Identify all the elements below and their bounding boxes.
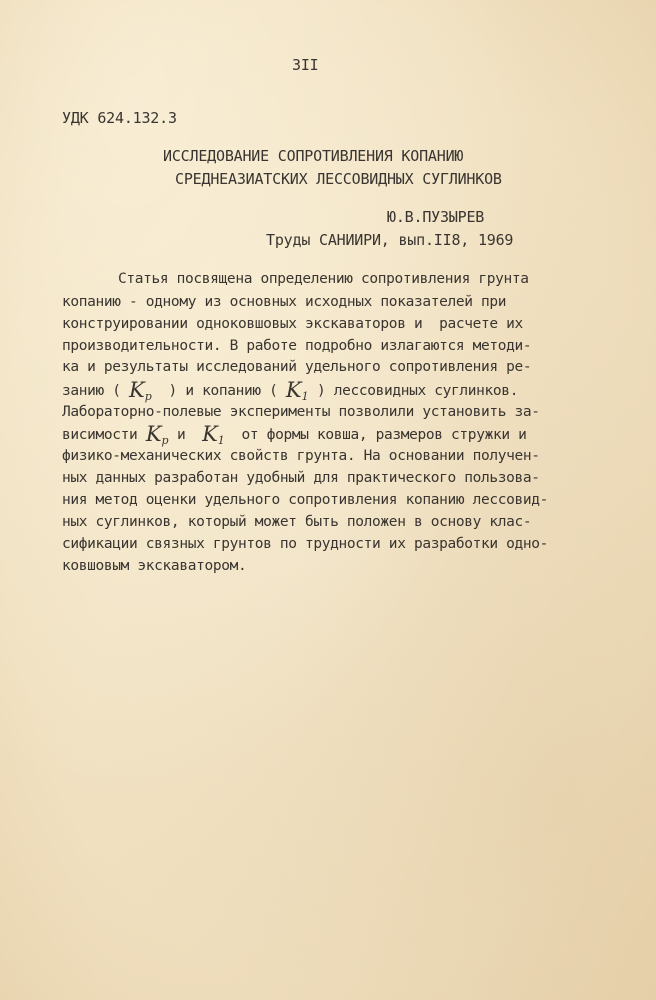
title-line-1: ИССЛЕДОВАНИЕ СОПРОТИВЛЕНИЯ КОПАНИЮ — [163, 147, 464, 165]
abstract-line-12: ных суглинков, который может быть положен в основу клас- — [62, 514, 532, 530]
k-letter: K — [145, 422, 162, 446]
abstract-line-6-part-3: ) лессовидных суглинков. — [308, 383, 519, 399]
k1-symbol — [285, 378, 309, 403]
abstract-line-2: копанию - одному из основных исходных показателей при — [62, 294, 507, 310]
abstract-line-7: Лабораторно-полевые эксперименты позволили установить за- — [62, 404, 540, 420]
abstract-line-8-part-3: от формы ковша, размеров стружки и — [224, 427, 527, 443]
abstract-line-14: ковшовым экскаватором. — [62, 558, 247, 574]
abstract-line-8-part-1: висимости — [62, 427, 146, 443]
abstract-line-13: сификации связных грунтов по трудности их разработки одно- — [62, 536, 549, 552]
subscript-p: p — [161, 434, 169, 447]
abstract-line-8-part-2: и — [168, 427, 203, 443]
subscript-1: 1 — [217, 434, 225, 447]
k-letter: K — [202, 422, 218, 446]
abstract-line-6 — [62, 378, 519, 403]
abstract-line-11: ния метод оценки удельного сопротивления копанию лессовид- — [62, 492, 549, 508]
source-reference: Труды САНИИРИ, вып.II8, 1969 — [266, 231, 514, 249]
author: Ю.В.ПУЗЫРЕВ — [387, 208, 485, 226]
subscript-1: 1 — [301, 390, 309, 403]
k1-symbol — [202, 422, 225, 447]
abstract-line-10: ных данных разработан удобный для практического пользова- — [62, 470, 540, 486]
abstract-line-6-part-2: ) и копанию ( — [151, 383, 286, 399]
k-letter: K — [129, 378, 145, 402]
title-line-2: СРЕДНЕАЗИАТСКИХ ЛЕССОВИДНЫХ СУГЛИНКОВ — [175, 170, 502, 188]
abstract-line-5: ка и результаты исследований удельного сопротивления ре- — [62, 359, 532, 375]
abstract-line-1: Статья посвящена определению сопротивления грунта — [118, 271, 529, 287]
abstract-line-6-part-1: занию ( — [62, 383, 130, 399]
abstract-line-9: физико-механических свойств грунта. На основании получен- — [62, 448, 540, 464]
kp-symbol — [129, 378, 152, 403]
k-letter: K — [285, 378, 302, 402]
udk-code: УДК 624.132.3 — [62, 109, 177, 127]
subscript-p: p — [144, 390, 152, 403]
page-number: 3II — [292, 56, 319, 74]
abstract-line-3: конструировании одноковшовых экскаваторов и расчете их — [62, 316, 523, 332]
kp-symbol — [145, 422, 169, 447]
abstract-line-4: производительности. В работе подробно излагаются методи- — [62, 338, 532, 354]
abstract-line-8 — [62, 422, 527, 447]
